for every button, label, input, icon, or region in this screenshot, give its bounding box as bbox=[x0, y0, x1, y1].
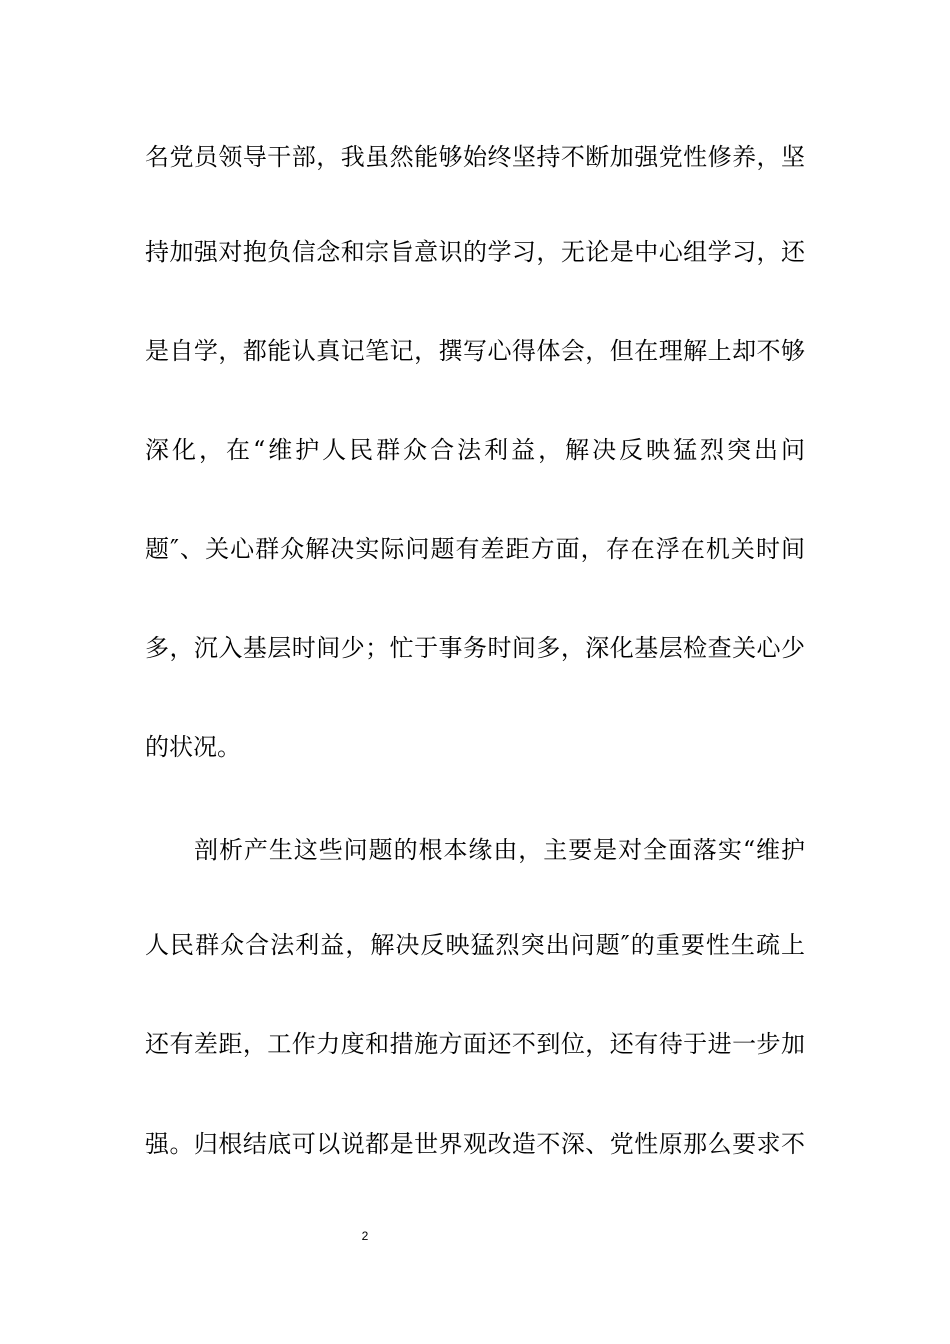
page-number: 2 bbox=[361, 1229, 369, 1243]
paragraph-1-line-3: 是自学，都能认真记笔记，撰写心得体会，但在理解上却不够 bbox=[145, 337, 805, 365]
paragraph-1-line-2: 持加强对抱负信念和宗旨意识的学习，无论是中心组学习，还 bbox=[145, 238, 805, 266]
paragraph-1-line-6: 多，沉入基层时间少；忙于事务时间多，深化基层检查关心少 bbox=[145, 634, 805, 662]
paragraph-1-line-7: 的状况。 bbox=[145, 733, 241, 761]
paragraph-2-line-4: 强。归根结底可以说都是世界观改造不深、党性原那么要求不 bbox=[145, 1130, 805, 1158]
paragraph-2-line-1: 剖析产生这些问题的根本缘由，主要是对全面落实“维护 bbox=[194, 836, 805, 864]
paragraph-2-line-3: 还有差距，工作力度和措施方面还不到位，还有待于进一步加 bbox=[145, 1030, 805, 1058]
paragraph-1-line-1: 名党员领导干部，我虽然能够始终坚持不断加强党性修养，坚 bbox=[145, 143, 805, 171]
paragraph-1-line-5: 题″、关心群众解决实际问题有差距方面，存在浮在机关时间 bbox=[145, 535, 805, 563]
paragraph-1-line-4: 深化，在“维护人民群众合法利益，解决反映猛烈突出问 bbox=[145, 436, 805, 464]
paragraph-2-line-2: 人民群众合法利益，解决反映猛烈突出问题″的重要性生疏上 bbox=[145, 931, 805, 959]
